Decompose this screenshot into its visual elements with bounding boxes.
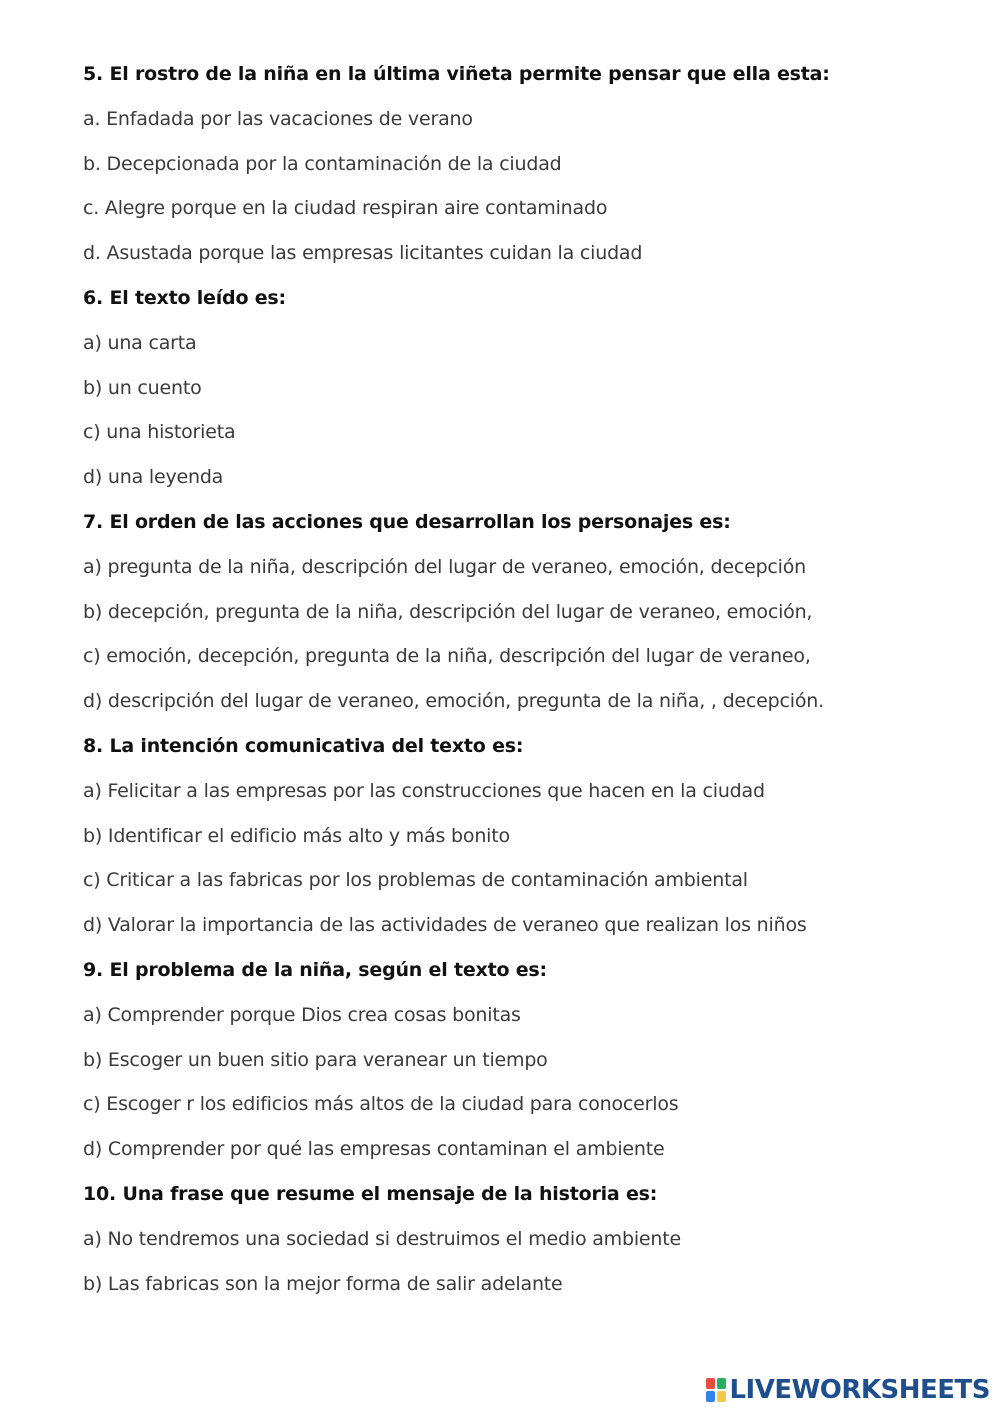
worksheet	[83, 58, 963, 1312]
answer-option: d) Comprender por qué las empresas contaminan el ambiente	[83, 1138, 665, 1161]
question-title: 6. El texto leído es:	[83, 286, 286, 309]
question-title: 8. La intención comunicativa del texto es:	[83, 734, 524, 757]
answer-option: b) Escoger un buen sitio para veranear un tiempo	[83, 1048, 548, 1071]
answer-option: c) una historieta	[83, 421, 236, 444]
answer-option: b) un cuento	[83, 376, 202, 399]
question-title: 10. Una frase que resume el mensaje de la historia es:	[83, 1182, 658, 1205]
answer-option: b) Identificar el edificio más alto y más bonito	[83, 824, 510, 847]
answer-option: a) una carta	[83, 331, 197, 354]
question-block	[83, 282, 963, 506]
answer-option: a) pregunta de la niña, descripción del lugar de veraneo, emoción, decepción	[83, 555, 807, 578]
answer-option: d. Asustada porque las empresas licitantes cuidan la ciudad	[83, 242, 643, 265]
question-block	[83, 730, 963, 954]
answer-option: a. Enfadada por las vacaciones de verano	[83, 107, 473, 130]
answer-option: c) Criticar a las fabricas por los problemas de contaminación ambiental	[83, 869, 748, 892]
question-title: 5. El rostro de la niña en la última viñeta permite pensar que ella esta:	[83, 63, 830, 85]
answer-option: c) emoción, decepción, pregunta de la niña, descripción del lugar de veraneo,	[83, 645, 811, 668]
brand-name: LIVEWORKSHEETS	[729, 1375, 990, 1405]
logo-square	[717, 1391, 726, 1402]
answer-option: a) No tendremos una sociedad si destruimos el medio ambiente	[83, 1227, 681, 1250]
liveworksheets-logo-icon	[705, 1377, 727, 1403]
answer-option: a) Felicitar a las empresas por las construcciones que hacen en la ciudad	[83, 779, 765, 802]
logo-square	[717, 1378, 726, 1389]
question-block	[83, 506, 963, 730]
question-block	[83, 954, 963, 1178]
liveworksheets-brand[interactable]	[705, 1373, 990, 1407]
answer-option: b) decepción, pregunta de la niña, descripción del lugar de veraneo, emoción,	[83, 600, 813, 623]
answer-option: b. Decepcionada por la contaminación de la ciudad	[83, 152, 562, 175]
answer-option: d) descripción del lugar de veraneo, emoción, pregunta de la niña, , decepción.	[83, 690, 824, 713]
answer-option: d) una leyenda	[83, 466, 224, 489]
question-title: 7. El orden de las acciones que desarrollan los personajes es:	[83, 510, 731, 533]
logo-square	[706, 1391, 715, 1402]
answer-option: b) Las fabricas son la mejor forma de salir adelante	[83, 1272, 563, 1295]
question-title: 9. El problema de la niña, según el texto es:	[83, 958, 547, 981]
answer-option: d) Valorar la importancia de las actividades de veraneo que realizan los niños	[83, 914, 807, 937]
answer-option: c) Escoger r los edificios más altos de la ciudad para conocerlos	[83, 1093, 679, 1116]
logo-square	[706, 1378, 715, 1389]
answer-option: c. Alegre porque en la ciudad respiran aire contaminado	[83, 197, 608, 220]
question-block	[83, 1178, 963, 1312]
answer-option: a) Comprender porque Dios crea cosas bonitas	[83, 1003, 521, 1026]
question-block	[83, 58, 963, 282]
